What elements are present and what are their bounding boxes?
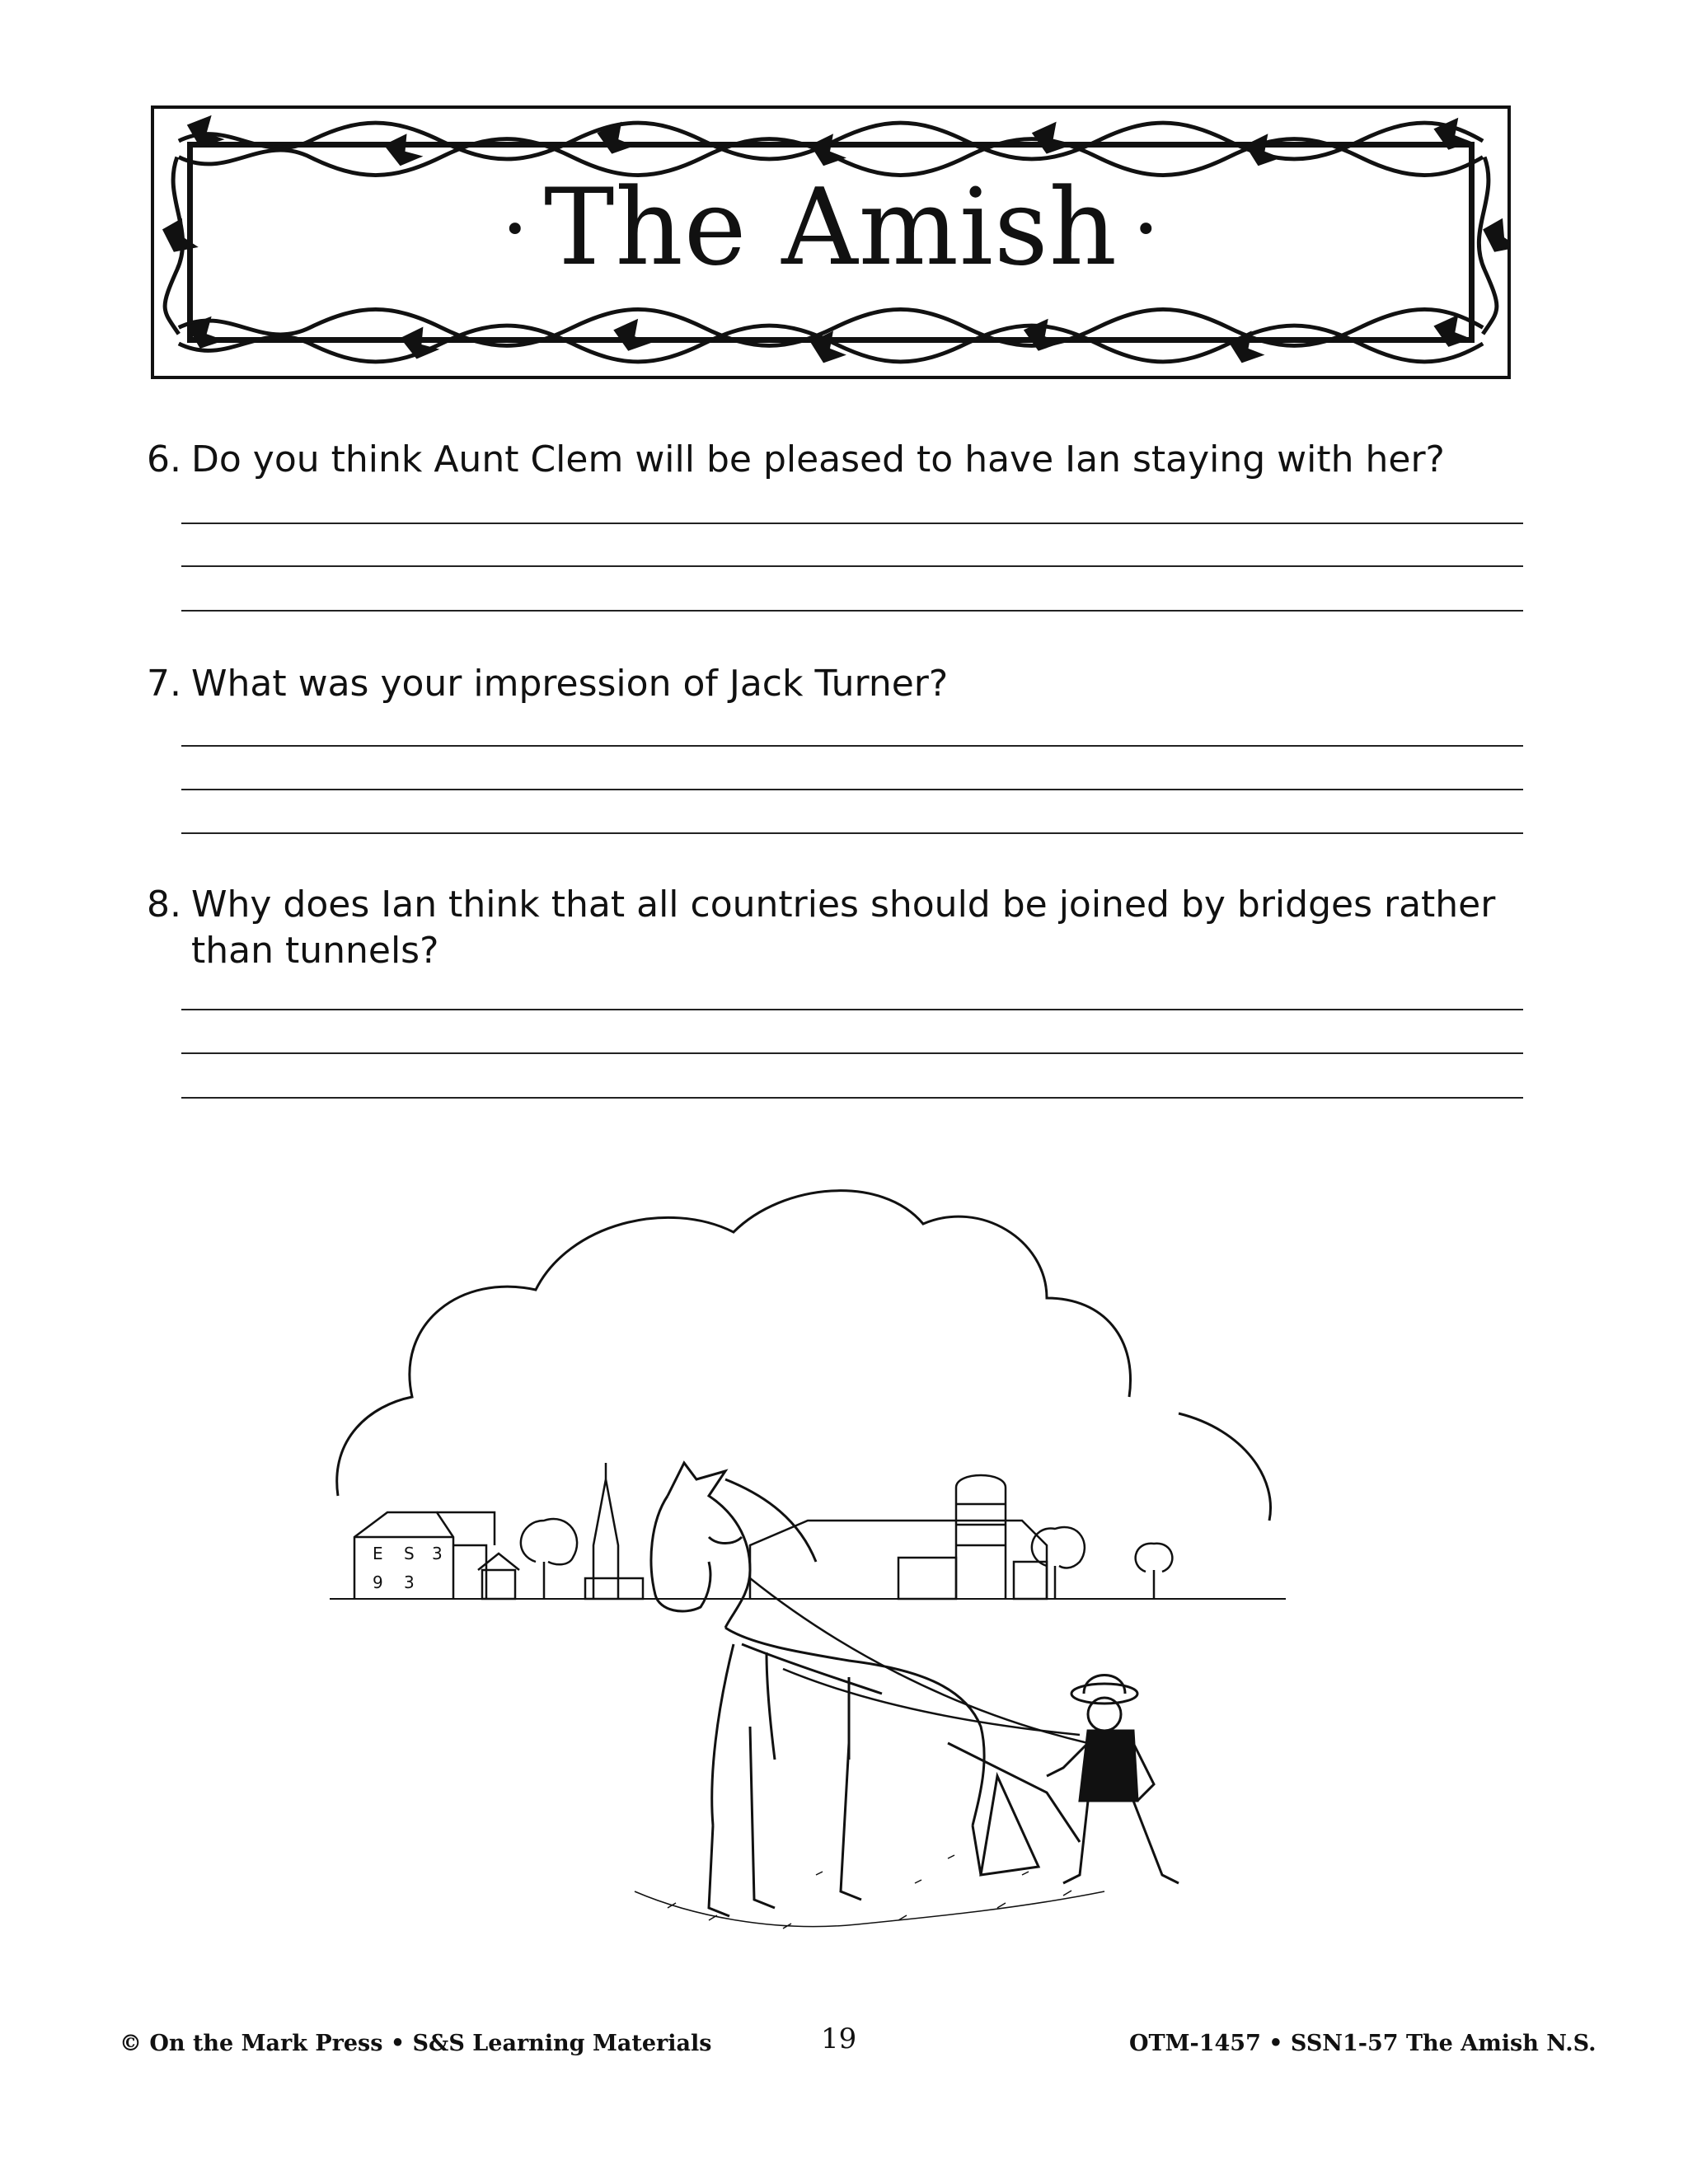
diamond-bullet-left: • <box>503 207 528 253</box>
answer-line-q6-2[interactable] <box>181 565 1523 567</box>
answer-line-q7-1[interactable] <box>181 745 1523 747</box>
page-title <box>154 166 1507 298</box>
barn <box>750 1521 1047 1599</box>
page-number: 19 <box>821 2022 857 2055</box>
footer-publisher: © On the Mark Press • S&S Learning Materials <box>120 2031 712 2056</box>
question-number: 8. <box>147 883 181 926</box>
house-window-mark: E <box>373 1544 383 1563</box>
question-text: What was your impression of Jack Turner? <box>191 663 949 705</box>
diamond-bullet-right: • <box>1134 207 1159 253</box>
answer-line-q7-3[interactable] <box>181 832 1523 834</box>
answer-line-q6-1[interactable] <box>181 523 1523 524</box>
house-window-mark: 3 <box>404 1572 415 1592</box>
question-text: Do you think Aunt Clem will be pleased to have Ian staying with her? <box>191 438 1445 480</box>
silo <box>956 1475 1006 1599</box>
question-8 <box>124 882 1525 974</box>
title-banner <box>151 105 1511 379</box>
farmer-plowing-illustration <box>321 1150 1302 1941</box>
house-window-mark: 3 <box>432 1544 443 1563</box>
plow <box>948 1743 1080 1875</box>
church-steeple <box>585 1463 643 1599</box>
answer-line-q8-1[interactable] <box>181 1009 1523 1010</box>
reins <box>750 1578 1088 1743</box>
question-text: Why does Ian think that all countries should be joined by bridges rather than tunnels? <box>191 883 1496 972</box>
question-number: 7. <box>147 663 181 705</box>
footer-catalog-id: OTM-1457 • SSN1-57 The Amish N.S. <box>1129 2031 1597 2056</box>
question-7 <box>124 661 1525 707</box>
answer-line-q7-2[interactable] <box>181 789 1523 790</box>
farmer <box>1047 1675 1179 1884</box>
answer-line-q6-3[interactable] <box>181 610 1523 612</box>
tree-left <box>521 1519 577 1599</box>
horse <box>651 1463 984 1916</box>
cloud-outline-right <box>1179 1413 1271 1521</box>
house-window-mark: S <box>404 1544 415 1563</box>
tree-right <box>1032 1527 1172 1599</box>
page-title-text: The Amish <box>543 166 1118 289</box>
answer-line-q8-2[interactable] <box>181 1052 1523 1054</box>
question-6 <box>124 437 1525 483</box>
question-number: 6. <box>147 438 181 480</box>
house-window-mark: 9 <box>373 1572 383 1592</box>
cloud-outline <box>337 1191 1131 1496</box>
answer-line-q8-3[interactable] <box>181 1097 1523 1099</box>
